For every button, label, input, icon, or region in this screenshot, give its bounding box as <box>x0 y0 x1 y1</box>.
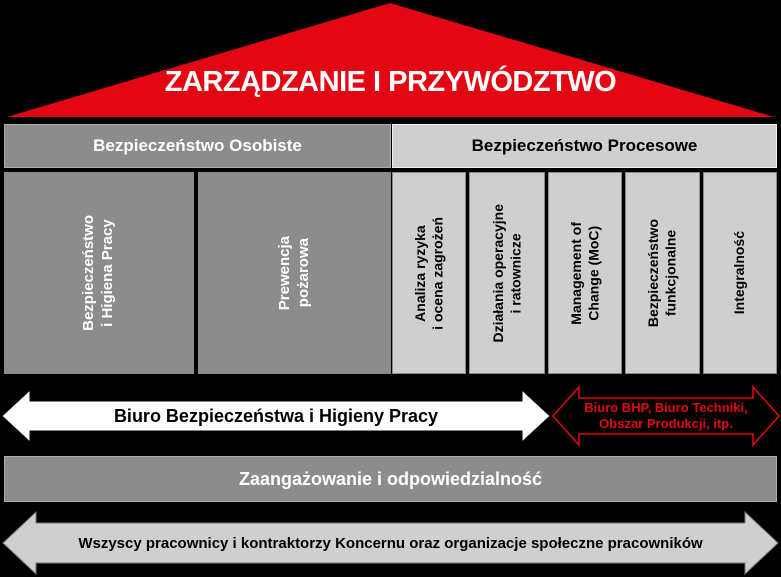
pillar-occupational-health-line1: Bezpieczeństwo <box>80 215 98 331</box>
pillar-risk-analysis-line1: Analiza ryzyka <box>411 224 428 322</box>
pillar-integrity <box>703 172 777 374</box>
roof-shape <box>0 2 781 118</box>
pillar-functional-safety-line1: Bezpieczeństwo <box>645 218 661 328</box>
section-process-safety: Bezpieczeństwo Procesowe <box>392 124 777 168</box>
pillar-fire-prevention-line2: pożarowa <box>294 238 312 308</box>
pillar-moc-line1: Management of <box>567 221 584 325</box>
pillar-risk-analysis-line2: i ocena zagrożeń <box>429 216 445 330</box>
pillar-fire-prevention-line1: Prewencja <box>275 235 293 311</box>
other-units-line2: Obszar Produkcji, itp. <box>599 416 733 431</box>
pillar-operational-rescue <box>469 172 545 374</box>
all-workers-label: Wszyscy pracownicy i kontraktorzy Koncernu oraz organizacje społeczne pracowników <box>78 534 703 552</box>
roof-title: ZARZĄDZANIE I PRZYWÓDZTWO <box>164 66 617 98</box>
pillar-functional-safety-line2: funkcjonalne <box>662 229 679 317</box>
pillar-management-of-change <box>548 172 622 374</box>
pillar-operational-rescue-line1: Działania operacyjne <box>489 203 506 343</box>
other-units-label <box>570 394 762 438</box>
other-units-line1: Biuro BHP, Biuro Techniki, <box>584 400 748 416</box>
section-personal-safety: Bezpieczeństwo Osobiste <box>4 124 391 168</box>
pillar-fire-prevention <box>198 172 391 374</box>
pillar-integrity-line1: Integralność <box>731 231 748 315</box>
pillar-operational-rescue-line2: i ratownicze <box>507 232 523 314</box>
bhp-office-label: Biuro Bezpieczeństwa i Higieny Pracy <box>113 405 439 426</box>
commitment-bar: Zaangażowanie i odpowiedzialność <box>4 456 777 502</box>
pillar-functional-safety <box>625 172 700 374</box>
pillar-occupational-health <box>4 172 194 374</box>
pillar-risk-analysis <box>392 172 466 374</box>
pillar-moc-line2: Change (MoC) <box>585 225 601 321</box>
roof-triangle <box>0 0 781 122</box>
pillar-occupational-health-line2: i Higiena Pracy <box>99 219 116 327</box>
